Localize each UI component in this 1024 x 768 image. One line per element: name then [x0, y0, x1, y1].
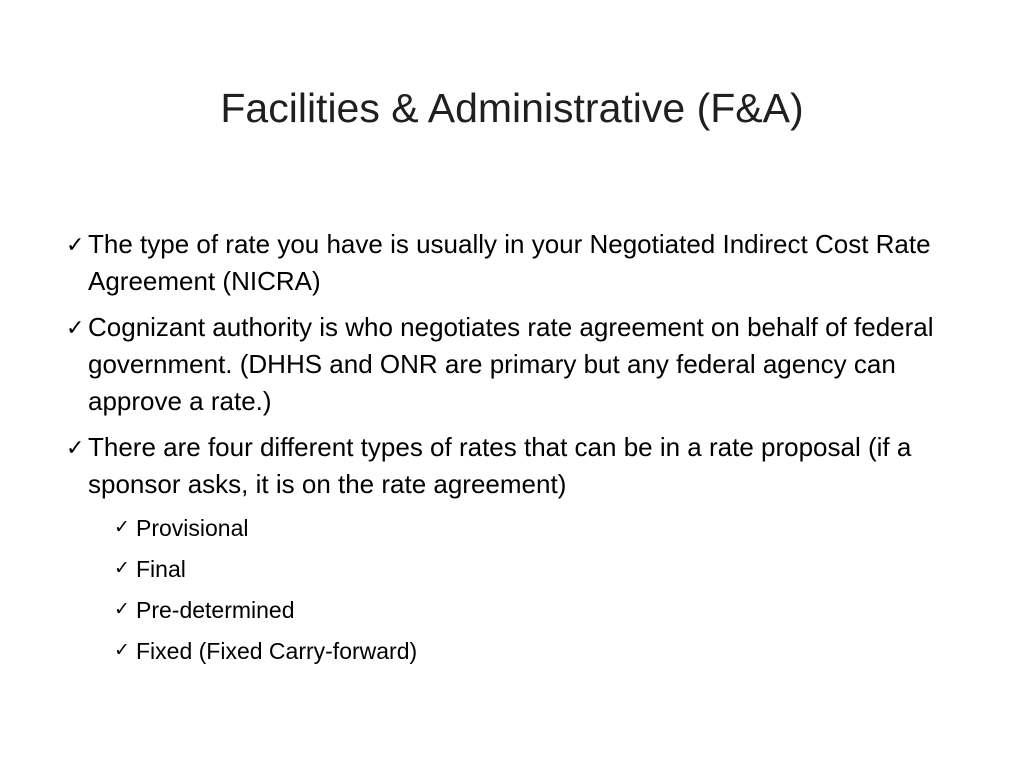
sub-bullet-text: Provisional: [136, 515, 249, 541]
sub-bullet-text: Final: [136, 556, 186, 582]
bullet-text: Cognizant authority is who negotiates rate agreement on behalf of federal government. (DHHS and ONR are primary but any federal agency can approve a rate.): [88, 312, 934, 416]
checkmark-icon: ✓: [114, 517, 130, 538]
checkmark-icon: ✓: [66, 435, 85, 460]
sub-bullet-item: [112, 512, 944, 544]
bullet-item: [64, 309, 944, 420]
checkmark-icon: ✓: [114, 640, 130, 661]
sub-bullet-list: [112, 512, 944, 667]
bullet-item: [64, 226, 944, 300]
checkmark-icon: ✓: [66, 315, 85, 340]
sub-bullet-text: Pre-determined: [136, 597, 295, 623]
sub-bullet-item: [112, 594, 944, 626]
bullet-list: [64, 226, 944, 676]
sub-bullet-item: [112, 635, 944, 667]
bullet-text: The type of rate you have is usually in your Negotiated Indirect Cost Rate Agreement (NICRA): [88, 229, 931, 296]
sub-bullet-item: [112, 553, 944, 585]
bullet-item: [64, 429, 944, 503]
checkmark-icon: ✓: [114, 599, 130, 620]
checkmark-icon: ✓: [114, 558, 130, 579]
sub-bullet-text: Fixed (Fixed Carry-forward): [136, 638, 418, 664]
checkmark-icon: ✓: [66, 232, 85, 257]
slide-title: Facilities & Administrative (F&A): [220, 85, 804, 131]
bullet-text: There are four different types of rates that can be in a rate proposal (if a sponsor asks, it is on the rate agreement): [88, 432, 912, 499]
